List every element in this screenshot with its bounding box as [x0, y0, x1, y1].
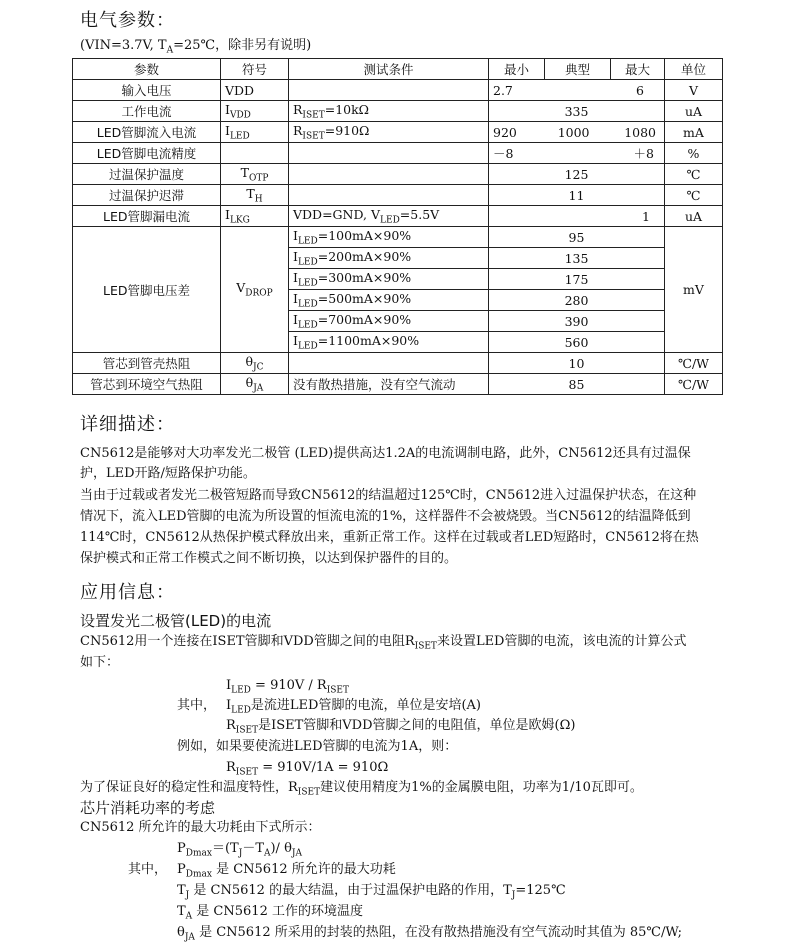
- cell-test: $R_{ISET}=10k\Omega$: [289, 101, 489, 122]
- cell-typ: 11: [489, 185, 665, 206]
- where-ta: $T_A$ 是 CN5612 工作的环境温度: [177, 904, 363, 922]
- cell-unit: ℃: [665, 164, 723, 185]
- cell-unit: mV: [665, 227, 723, 353]
- header-min: 最小: [489, 59, 545, 80]
- where-label: 其中，: [177, 698, 217, 713]
- cell-typ: 560: [489, 332, 665, 353]
- formula-iled: $I_{LED} = 910V / R_{ISET}$: [226, 678, 349, 696]
- cell-test: [289, 353, 489, 374]
- cell-param: LED管脚流入电流: [73, 122, 221, 143]
- electrical-parameters-table: [72, 58, 723, 395]
- cell-test: $I_{LED}=300mA\times 90\%$: [289, 269, 489, 290]
- test-conditions-note: (VIN=3.7V, $T_A=25℃$，除非另有说明): [80, 38, 312, 56]
- cell-min: 2.7: [493, 82, 513, 98]
- power-intro: CN5612 所允许的最大功耗由下式所示：: [80, 820, 321, 835]
- cell-min: 920: [493, 124, 517, 140]
- cell-values: [489, 80, 665, 101]
- cell-test: $R_{ISET}=910\Omega$: [289, 122, 489, 143]
- formula-pdmax: $P_{Dmax}=(T_J-T_A)/$ $\theta_{JA}$: [177, 841, 303, 859]
- cell-param: LED管脚电流精度: [73, 143, 221, 164]
- resistor-note: 为了保证良好的稳定性和温度特性，$R_{ISET}$建议使用精度为1%的金属膜电阻，功率为1/10瓦即可。: [80, 780, 643, 798]
- table-header-row: [73, 59, 723, 80]
- cell-unit: ℃: [665, 185, 723, 206]
- detail-line-3: 当由于过载或者发光二极管短路而导致CN5612的结温超过125℃时，CN5612进入过温保护状态，在这种: [80, 488, 697, 503]
- cell-typ: 135: [489, 248, 665, 269]
- cell-test: $I_{LED}=700mA\times 90\%$: [289, 311, 489, 332]
- led-intro-line-2: 如下：: [80, 655, 120, 670]
- table-row: [73, 122, 723, 143]
- cell-typ: 125: [489, 164, 665, 185]
- cell-test: 没有散热措施，没有空气流动: [289, 374, 489, 395]
- cell-test: $I_{LED}=200mA\times 90\%$: [289, 248, 489, 269]
- detail-line-1: CN5612是能够对大功率发光二极管 (LED)提供高达1.2A的电流调制电路，此外，CN5612还具有过温保: [80, 446, 691, 461]
- example-line: 例如，如果要使流进LED管脚的电流为1A，则：: [177, 739, 458, 754]
- table-row: [73, 164, 723, 185]
- cell-min: －8: [493, 146, 514, 161]
- subheading-power: 芯片消耗功率的考虑: [80, 799, 216, 817]
- cell-symbol: $T_H$: [221, 185, 289, 206]
- cell-symbol: $I_{VDD}$: [221, 101, 289, 122]
- cell-max: 1: [642, 208, 650, 224]
- cell-typ: 85: [489, 374, 665, 395]
- cell-test: [289, 164, 489, 185]
- cell-values: [489, 206, 665, 227]
- cell-symbol: [221, 143, 289, 164]
- table-row: [73, 101, 723, 122]
- where-pdmax: $P_{Dmax}$ 是 CN5612 所允许的最大功耗: [177, 862, 396, 880]
- cell-unit: uA: [665, 206, 723, 227]
- cell-param: LED管脚漏电流: [73, 206, 221, 227]
- cell-test: $I_{LED}=500mA\times 90\%$: [289, 290, 489, 311]
- cell-unit: ℃/W: [665, 353, 723, 374]
- cell-symbol: $V_{DROP}$: [221, 227, 289, 353]
- cell-test: $I_{LED}=100mA\times 90\%$: [289, 227, 489, 248]
- header-test: 测试条件: [289, 59, 489, 80]
- cell-typ: 335: [489, 101, 665, 122]
- cell-typ: 175: [489, 269, 665, 290]
- where-iled: $I_{LED}$是流进LED管脚的电流，单位是安培(A): [226, 698, 481, 716]
- cell-unit: ℃/W: [665, 374, 723, 395]
- cell-values: [489, 122, 665, 143]
- power-where-label: 其中，: [128, 862, 168, 877]
- where-theta-ja: $\theta_{JA}$ 是 CN5612 所采用的封装的热阻，在没有散热措施没有空气流动时其值为 85℃/W;: [177, 925, 682, 943]
- cell-unit: V: [665, 80, 723, 101]
- cell-symbol: $T_{OTP}$: [221, 164, 289, 185]
- header-symbol: 符号: [221, 59, 289, 80]
- cell-unit: mA: [665, 122, 723, 143]
- where-riset: $R_{ISET}$是ISET管脚和VDD管脚之间的电阻值，单位是欧姆(Ω): [226, 718, 576, 736]
- header-typ: 典型: [545, 59, 611, 80]
- cell-test: $I_{LED}=1100mA\times 90\%$: [289, 332, 489, 353]
- cell-typ: 10: [489, 353, 665, 374]
- cell-max: 1080: [624, 124, 656, 140]
- cell-test: [289, 80, 489, 101]
- cell-max: 6: [636, 82, 644, 98]
- section-title-detail: 详细描述：: [80, 414, 175, 435]
- cell-symbol: $\theta_{JA}$: [221, 374, 289, 395]
- cell-param: 过温保护温度: [73, 164, 221, 185]
- table-row: [73, 227, 723, 248]
- cell-test: [289, 143, 489, 164]
- cell-unit: %: [665, 143, 723, 164]
- cell-values: [489, 143, 665, 164]
- table-row: [73, 374, 723, 395]
- cell-typ: 95: [489, 227, 665, 248]
- section-title-app: 应用信息：: [80, 582, 175, 603]
- table-row: [73, 185, 723, 206]
- cell-param: 输入电压: [73, 80, 221, 101]
- header-unit: 单位: [665, 59, 723, 80]
- table-row: [73, 353, 723, 374]
- table-row: [73, 80, 723, 101]
- subheading-led-current: 设置发光二极管(LED)的电流: [80, 612, 272, 630]
- cell-max: ＋8: [633, 146, 654, 161]
- cell-symbol: $\theta_{JC}$: [221, 353, 289, 374]
- cell-test: VDD=GND, $V_{LED}=5.5V$: [289, 206, 489, 227]
- table-row: [73, 206, 723, 227]
- header-max: 最大: [611, 59, 665, 80]
- table-row: [73, 143, 723, 164]
- cell-param: 过温保护迟滞: [73, 185, 221, 206]
- cell-symbol: $I_{LKG}$: [221, 206, 289, 227]
- cell-symbol: $I_{LED}$: [221, 122, 289, 143]
- detail-line-4: 情况下，流入LED管脚的电流为所设置的恒流电流的1%，这样器件不会被烧毁。当CN5612的结温降低到: [80, 509, 691, 524]
- led-intro-line-1: CN5612用一个连接在ISET管脚和VDD管脚之间的电阻$R_{ISET}$来设置LED管脚的电流，该电流的计算公式: [80, 634, 687, 652]
- section-title-params: 电气参数：: [80, 10, 175, 31]
- detail-line-2: 护，LED开路/短路保护功能。: [80, 466, 256, 481]
- detail-line-5: 114℃时，CN5612从热保护模式释放出来，重新正常工作。这样在过载或者LED短路时，CN5612将在热: [80, 530, 699, 545]
- cell-param: 工作电流: [73, 101, 221, 122]
- cell-param: LED管脚电压差: [73, 227, 221, 353]
- cell-param: 管芯到管壳热阻: [73, 353, 221, 374]
- cell-typ: 280: [489, 290, 665, 311]
- cell-param: 管芯到环境空气热阻: [73, 374, 221, 395]
- cell-symbol: VDD: [221, 80, 289, 101]
- where-tj: $T_J$ 是 CN5612 的最大结温，由于过温保护电路的作用，$T_J=125℃$: [177, 883, 566, 901]
- detail-line-6: 保护模式和正常工作模式之间不断切换，以达到保护器件的目的。: [80, 551, 458, 566]
- cell-typ: 390: [489, 311, 665, 332]
- cell-unit: uA: [665, 101, 723, 122]
- cell-test: [289, 185, 489, 206]
- cell-typ: 1000: [557, 124, 590, 140]
- header-param: 参数: [73, 59, 221, 80]
- formula-riset: $R_{ISET} = 910V/1A = 910\Omega$: [226, 760, 389, 778]
